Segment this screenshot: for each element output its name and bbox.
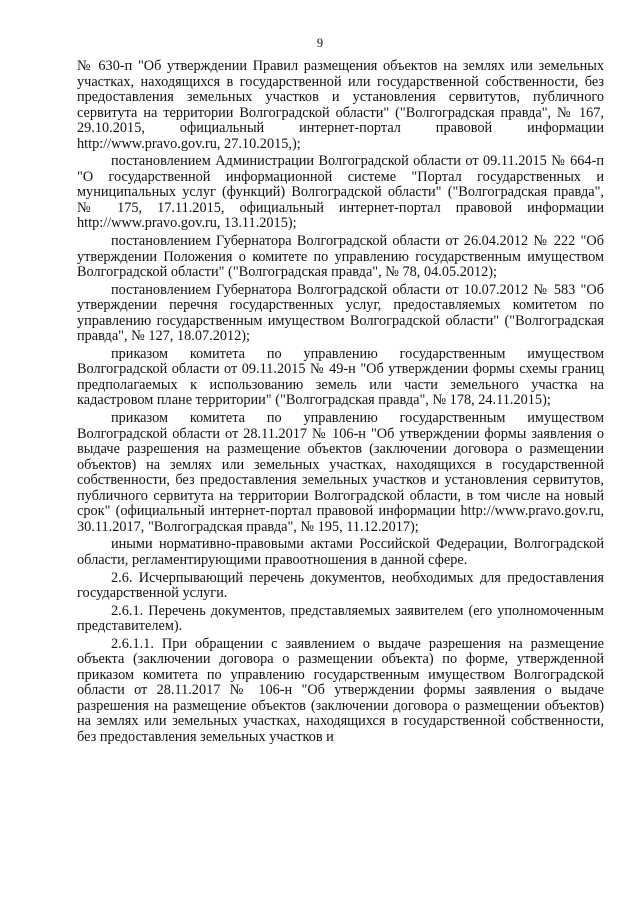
- paragraph-other-acts: иными нормативно-правовыми актами Российской Федерации, Волгоградской области, регламентирующими правоотношения в данной сфере.: [77, 536, 604, 568]
- section-2-6-1-1-text: 2.6.1.1. При обращении с заявлением о выдаче разрешения на размещение объекта (заключении договора о размещении объекта) по форме, утвержденной приказом комитета по управлению государственным имуществом Волгоградской области от 28.11.2017 № 106-н "Об утверждении формы заявления о выдаче разрешения на размещение объектов (заключении договора о размещении объектов) на землях или земельных участках, находящихся в государственной собственности, без предоставления земельных участков и: [77, 635, 604, 745]
- paragraph-order-49n: приказом комитета по управлению государственным имуществом Волгоградской области от 09.11.2015 № 49-н "Об утверждении формы схемы границ предполагаемых к использованию земель или части земельного участка на кадастровом плане территории" ("Волгоградская правда", № 178, 24.11.2015);: [77, 345, 604, 409]
- section-2-6-heading: 2.6. Исчерпывающий перечень документов, необходимых для предоставления государственной услуги.: [77, 569, 604, 602]
- paragraph-governor-decree-222: постановлением Губернатора Волгоградской области от 26.04.2012 № 222 "Об утверждении Положения о комитете по управлению государственным имуществом Волгоградской области" ("Волгоградская правда", № 78, 04.05.2012);: [77, 233, 604, 281]
- paragraph-decree-664p: постановлением Администрации Волгоградской области от 09.11.2015 № 664-п "О государственной информационной системе "Портал государственных и муниципальных услуг (функций) Волгоградской области" ("Волгоградская правда", № 175, 17.11.2015, официальный интернет-портал правовой информации http://www.pravo.gov.ru, 13.11.2015);: [77, 153, 604, 232]
- paragraph-governor-decree-583: постановлением Губернатора Волгоградской области от 10.07.2012 № 583 "Об утверждении перечня государственных услуг, предоставляемых комитетом по управлению государственным имуществом Волгоградской области" ("Волгоградская правда", № 127, 18.07.2012);: [77, 281, 604, 345]
- document-body: [77, 59, 604, 748]
- page-number: 9: [316, 36, 324, 50]
- paragraph-decree-630p-continuation: № 630-п "Об утверждении Правил размещения объектов на землях или земельных участках, находящихся в государственной или государственной собственности, без предоставления земельных участков и установления сервитутов, публичного сервитута на территории Волгоградской области" ("Волгоградская правда", № 167, 29.10.2015, официальный интернет-портал правовой информации http://www.pravo.gov.ru, 27.10.2015,);: [77, 58, 604, 152]
- paragraph-order-106n: приказом комитета по управлению государственным имуществом Волгоградской области от 28.11.2017 № 106-н "Об утверждении формы заявления о выдаче разрешения на размещение объектов (заключении договора о размещении объектов) на землях или земельных участках, находящихся в государственной собственности, без предоставления земельных участков и установления сервитутов, публичного сервитута на территории Волгоградской области, в том числе на новый срок" (официальный интернет-портал правовой информации http://www.pravo.gov.ru, 30.11.2017, "Волгоградская правда", № 195, 11.12.2017);: [77, 410, 604, 535]
- section-2-6-1-heading: 2.6.1. Перечень документов, представляемых заявителем (его уполномоченным представителем).: [77, 602, 604, 635]
